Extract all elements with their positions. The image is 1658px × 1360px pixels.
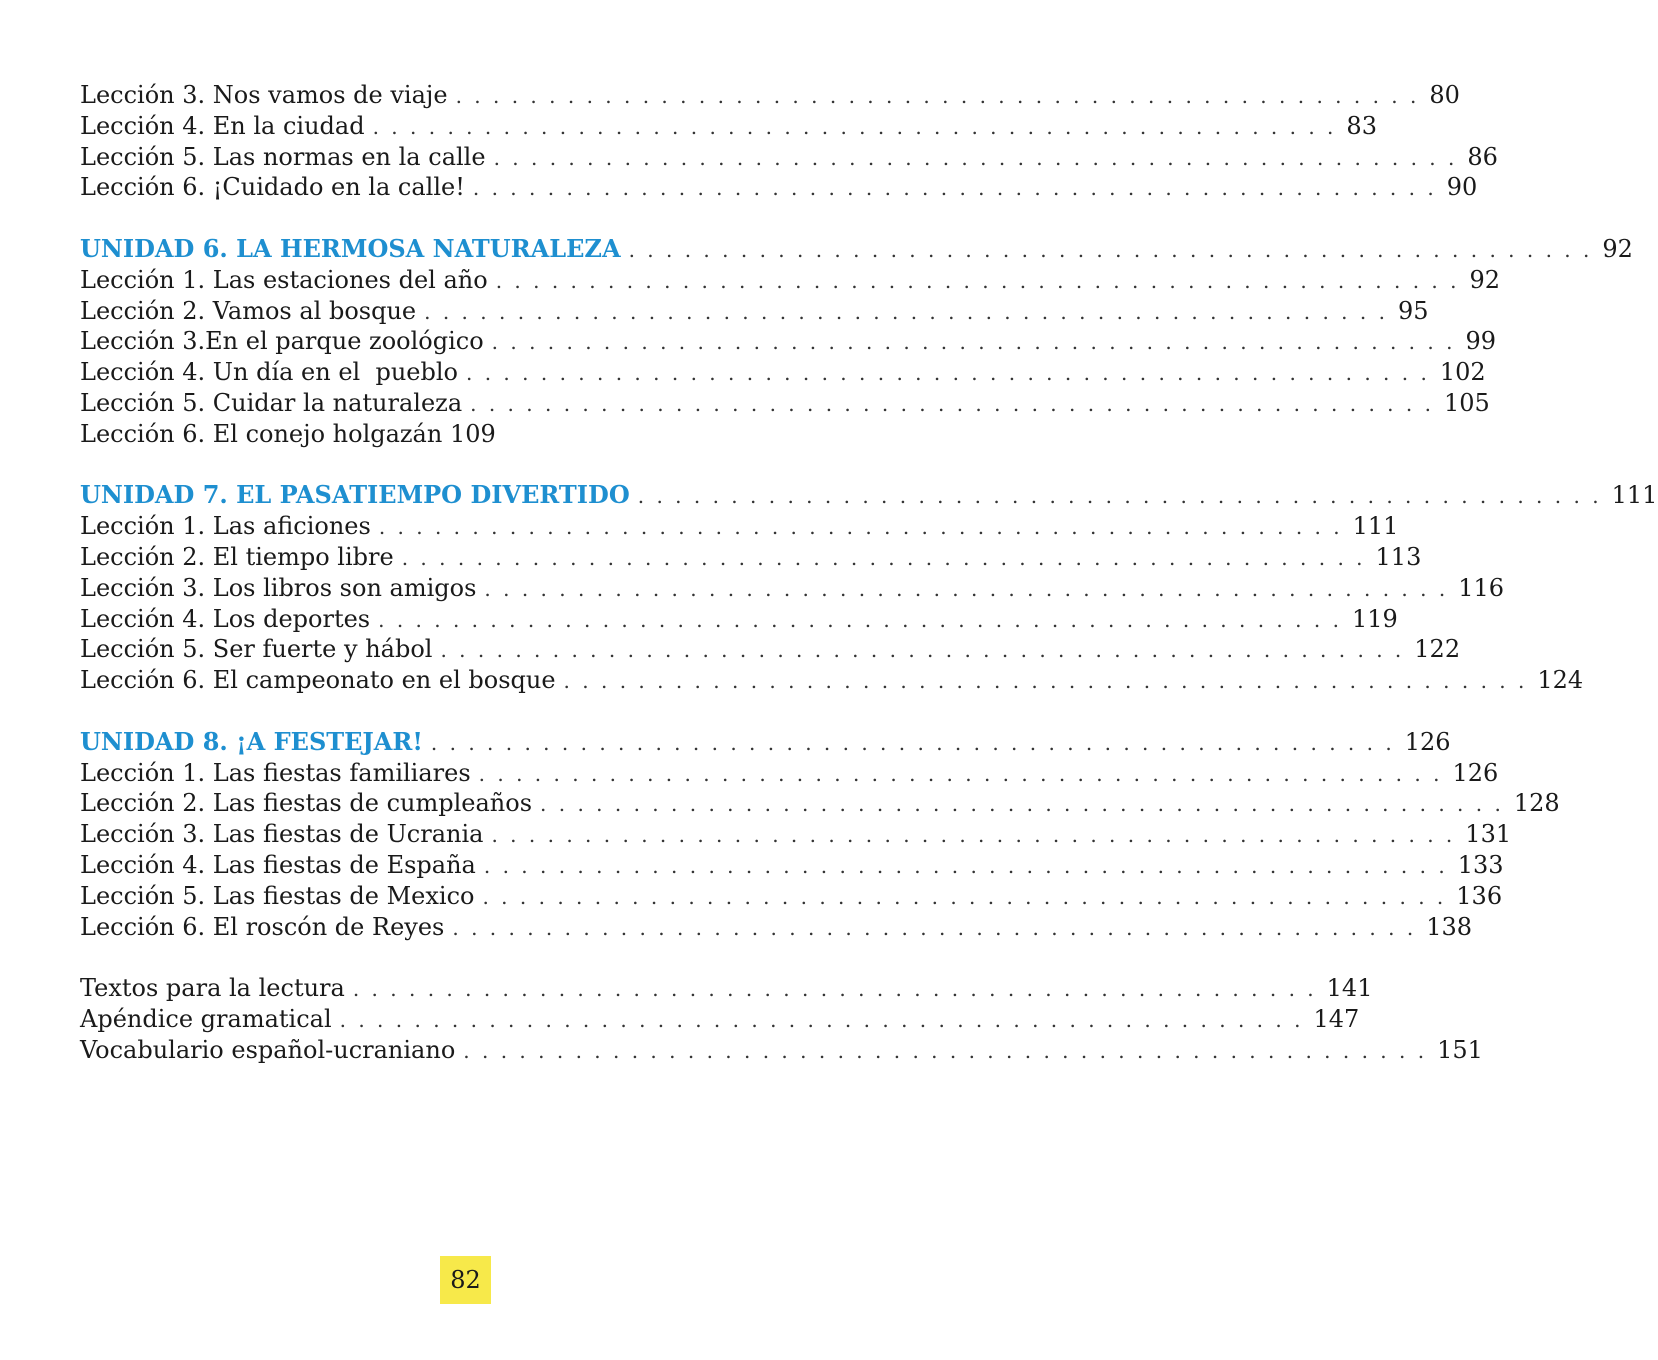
toc-entry: [80, 634, 1461, 665]
toc-entry-title: Apéndice gramatical: [80, 1004, 332, 1033]
dot-leader: . . . . . . . . . . . . . . . . . . . . . . . . . . . . . . . . . . . . . . . . . . . . . . . . . . . .: [495, 268, 1460, 293]
toc-entry-title: Lección 1. Las fiestas familiares: [80, 758, 471, 787]
toc-entry-title: Lección 1. Las estaciones del año: [80, 265, 488, 294]
unit-heading-title: UNIDAD 6. LA HERMOSA NATURALEZA: [80, 233, 621, 263]
toc-entry: [80, 142, 1498, 173]
unit-heading-title: UNIDAD 7. EL PASATIEMPO DIVERTIDO: [80, 480, 630, 510]
toc-entry: [80, 973, 1373, 1004]
toc-entry: [80, 388, 1490, 419]
toc-entry-page: 122: [1414, 635, 1461, 664]
unit-heading: [80, 726, 1451, 758]
section-spacer: [80, 450, 844, 481]
toc-entry: [80, 111, 1377, 142]
toc-entry-page: 147: [1313, 1004, 1360, 1033]
dot-leader: . . . . . . . . . . . . . . . . . . . . . . . . . . . . . . . . . . . . . . . . . . . . . . . . . . . .: [484, 576, 1449, 601]
dot-leader: . . . . . . . . . . . . . . . . . . . . . . . . . . . . . . . . . . . . . . . . . . . . . . . . . . . .: [372, 114, 1337, 139]
toc-entry: [80, 881, 1503, 912]
toc-entry-title: Lección 5. Las normas en la calle: [80, 142, 486, 171]
toc-entry-page: 80: [1429, 81, 1460, 109]
toc-entry-page: 111: [1352, 512, 1399, 541]
dot-leader: . . . . . . . . . . . . . . . . . . . . . . . . . . . . . . . . . . . . . . . . . . . . . . . . . . . .: [352, 977, 1317, 1002]
dot-leader: . . . . . . . . . . . . . . . . . . . . . . . . . . . . . . . . . . . . . . . . . . . . . . . . . . . .: [563, 669, 1528, 694]
toc-entry: [80, 573, 1505, 604]
toc-entry-title: Lección 6. El roscón de Reyes: [80, 912, 445, 941]
toc-entry-title: Lección 5. Las fiestas de Mexico: [80, 881, 475, 910]
toc-entry-page: 90: [1446, 173, 1478, 202]
unit-heading-page: 92: [1602, 234, 1633, 263]
toc-entry: [80, 357, 1486, 388]
toc-entry-page: 128: [1513, 789, 1560, 818]
toc-entry: [80, 511, 1399, 542]
dot-leader: . . . . . . . . . . . . . . . . . . . . . . . . . . . . . . . . . . . . . . . . . . . . . . . . . . . .: [482, 884, 1447, 909]
page-number: 82: [440, 1256, 491, 1304]
dot-leader: . . . . . . . . . . . . . . . . . . . . . . . . . . . . . . . . . . . . . . . . . . . . . . . . . . . .: [540, 792, 1504, 817]
dot-leader: . . . . . . . . . . . . . . . . . . . . . . . . . . . . . . . . . . . . . . . . . . . . . . . . . . . .: [378, 607, 1342, 632]
toc-entry-title: Lección 2. Vamos al bosque: [80, 296, 417, 325]
unit-heading: [80, 233, 1633, 265]
toc-entry-title: Textos para la lectura: [80, 974, 345, 1003]
toc-entry-page: 138: [1426, 912, 1472, 941]
dot-leader: . . . . . . . . . . . . . . . . . . . . . . . . . . . . . . . . . . . . . . . . . . . . . . . . . . . .: [491, 823, 1456, 848]
toc-entry-title: Lección 6. ¡Cuidado en la calle!: [80, 173, 465, 202]
dot-leader: . . . . . . . . . . . . . . . . . . . . . . . . . . . . . . . . . . . . . . . . . . . . . . . . . . . .: [339, 1007, 1304, 1032]
toc-entry-page: 95: [1397, 296, 1429, 325]
dot-leader: . . . . . . . . . . . . . . . . . . . . . . . . . . . . . . . . . . . . . . . . . . . . . . . . . . . .: [463, 1038, 1428, 1063]
toc-entry-title: Vocabulario español-ucraniano: [80, 1035, 456, 1064]
toc-entry-page: 119: [1351, 604, 1398, 633]
dot-leader: . . . . . . . . . . . . . . . . . . . . . . . . . . . . . . . . . . . . . . . . . . . . . . . . . . . .: [628, 237, 1593, 262]
toc-entry-page: 131: [1465, 820, 1512, 849]
toc-entry-title: Lección 4. Las fiestas de España: [80, 850, 476, 879]
dot-leader: . . . . . . . . . . . . . . . . . . . . . . . . . . . . . . . . . . . . . . . . . . . . . . . . . . . .: [466, 361, 1430, 386]
dot-leader: . . . . . . . . . . . . . . . . . . . . . . . . . . . . . . . . . . . . . . . . . . . . . . . . . . . .: [637, 484, 1602, 509]
toc-entry-page: 133: [1457, 850, 1504, 879]
toc-entry-page: 92: [1469, 265, 1501, 294]
toc-entry: [80, 665, 1584, 696]
toc-entry: [80, 326, 1497, 357]
toc-entry-page: 126: [1452, 758, 1499, 787]
dot-leader: . . . . . . . . . . . . . . . . . . . . . . . . . . . . . . . . . . . . . . . . . . . . . . . . . . . .: [493, 145, 1458, 170]
toc-entry-page: 86: [1467, 142, 1498, 171]
dot-leader: . . . . . . . . . . . . . . . . . . . . . . . . . . . . . . . . . . . . . . . . . . . . . . . . . . . .: [470, 391, 1434, 416]
toc-entry-title: Lección 5. Cuidar la naturaleza: [80, 388, 463, 417]
toc-entry-title: Lección 3. Nos vamos de viaje: [80, 81, 448, 109]
dot-leader: . . . . . . . . . . . . . . . . . . . . . . . . . . . . . . . . . . . . . . . . . . . . . . . . . . . .: [455, 84, 1420, 108]
dot-leader: . . . . . . . . . . . . . . . . . . . . . . . . . . . . . . . . . . . . . . . . . . . . . . . . . . . .: [440, 638, 1405, 663]
toc-entry-page: 116: [1458, 573, 1505, 602]
toc-entry-title: Lección 2. Las fiestas de cumpleaños: [80, 789, 533, 818]
unit-heading-page: 111: [1611, 481, 1658, 510]
dot-leader: . . . . . . . . . . . . . . . . . . . . . . . . . . . . . . . . . . . . . . . . . . . . . . . . . . . .: [478, 761, 1443, 786]
toc-entry-title: Lección 3. Las fiestas de Ucrania: [80, 820, 484, 849]
toc-entry-title: Lección 5. Ser fuerte y hábol: [80, 635, 433, 664]
toc-entry-page: 141: [1326, 974, 1373, 1003]
toc-entry: [80, 265, 1501, 296]
toc-entry-title: Lección 1. Las aficiones: [80, 512, 371, 541]
toc-entry-page: 105: [1443, 388, 1490, 417]
toc-entry: [80, 419, 844, 450]
dot-leader: . . . . . . . . . . . . . . . . . . . . . . . . . . . . . . . . . . . . . . . . . . . . . . . . . . . .: [424, 299, 1388, 324]
toc-entry-page: 113: [1375, 542, 1422, 571]
toc-entry: [80, 296, 1429, 327]
section-spacer: [80, 942, 844, 973]
toc-entry-title: Lección 3.En el parque zoológico: [80, 327, 484, 356]
section-spacer: [80, 696, 844, 727]
toc-entry-page: 124: [1537, 666, 1584, 695]
dot-leader: . . . . . . . . . . . . . . . . . . . . . . . . . . . . . . . . . . . . . . . . . . . . . . . . . . . .: [452, 915, 1417, 940]
toc-entry-title: Lección 4. Un día en el pueblo: [80, 358, 458, 387]
toc-entry-page: 99: [1465, 327, 1497, 356]
toc-entry-title: Lección 6. El conejo holgazán 109: [80, 419, 496, 448]
toc-entry-page: 102: [1439, 358, 1486, 387]
toc-entry: [80, 788, 1560, 819]
dot-leader: . . . . . . . . . . . . . . . . . . . . . . . . . . . . . . . . . . . . . . . . . . . . . . . . . . . .: [472, 176, 1437, 201]
unit-heading: [80, 480, 1658, 511]
dot-leader: . . . . . . . . . . . . . . . . . . . . . . . . . . . . . . . . . . . . . . . . . . . . . . . . . . . .: [430, 730, 1395, 755]
toc-entry: [80, 1035, 1483, 1066]
section-spacer: [80, 203, 844, 234]
toc-entry-page: 83: [1346, 111, 1377, 140]
unit-heading-page: 126: [1404, 727, 1451, 756]
toc-entry: [80, 912, 1472, 943]
toc-entry-page: 136: [1456, 881, 1503, 910]
dot-leader: . . . . . . . . . . . . . . . . . . . . . . . . . . . . . . . . . . . . . . . . . . . . . . . . . . . .: [483, 853, 1448, 878]
toc-entry-title: Lección 3. Los libros son amigos: [80, 573, 477, 602]
toc-entry: [80, 80, 1460, 111]
toc-entry-title: Lección 2. El tiempo libre: [80, 542, 394, 571]
toc-entry: [80, 758, 1499, 789]
toc-entry: [80, 604, 1398, 635]
unit-heading-title: UNIDAD 8. ¡A FESTEJAR!: [80, 726, 423, 756]
toc-entry: [80, 1004, 1360, 1035]
toc-entry: [80, 850, 1504, 881]
dot-leader: . . . . . . . . . . . . . . . . . . . . . . . . . . . . . . . . . . . . . . . . . . . . . . . . . . . .: [401, 545, 1366, 570]
dot-leader: . . . . . . . . . . . . . . . . . . . . . . . . . . . . . . . . . . . . . . . . . . . . . . . . . . . .: [378, 515, 1343, 540]
toc-entry-title: Lección 4. En la ciudad: [80, 111, 365, 140]
toc-entry: [80, 172, 1478, 203]
toc-entry-title: Lección 6. El campeonato en el bosque: [80, 666, 556, 695]
toc-entry-title: Lección 4. Los deportes: [80, 604, 371, 633]
toc-entry-page: 151: [1437, 1035, 1483, 1064]
toc-entry: [80, 819, 1512, 850]
toc-entry: [80, 542, 1422, 573]
dot-leader: . . . . . . . . . . . . . . . . . . . . . . . . . . . . . . . . . . . . . . . . . . . . . . . . . . . .: [491, 330, 1456, 355]
table-of-contents: [80, 80, 1658, 1066]
